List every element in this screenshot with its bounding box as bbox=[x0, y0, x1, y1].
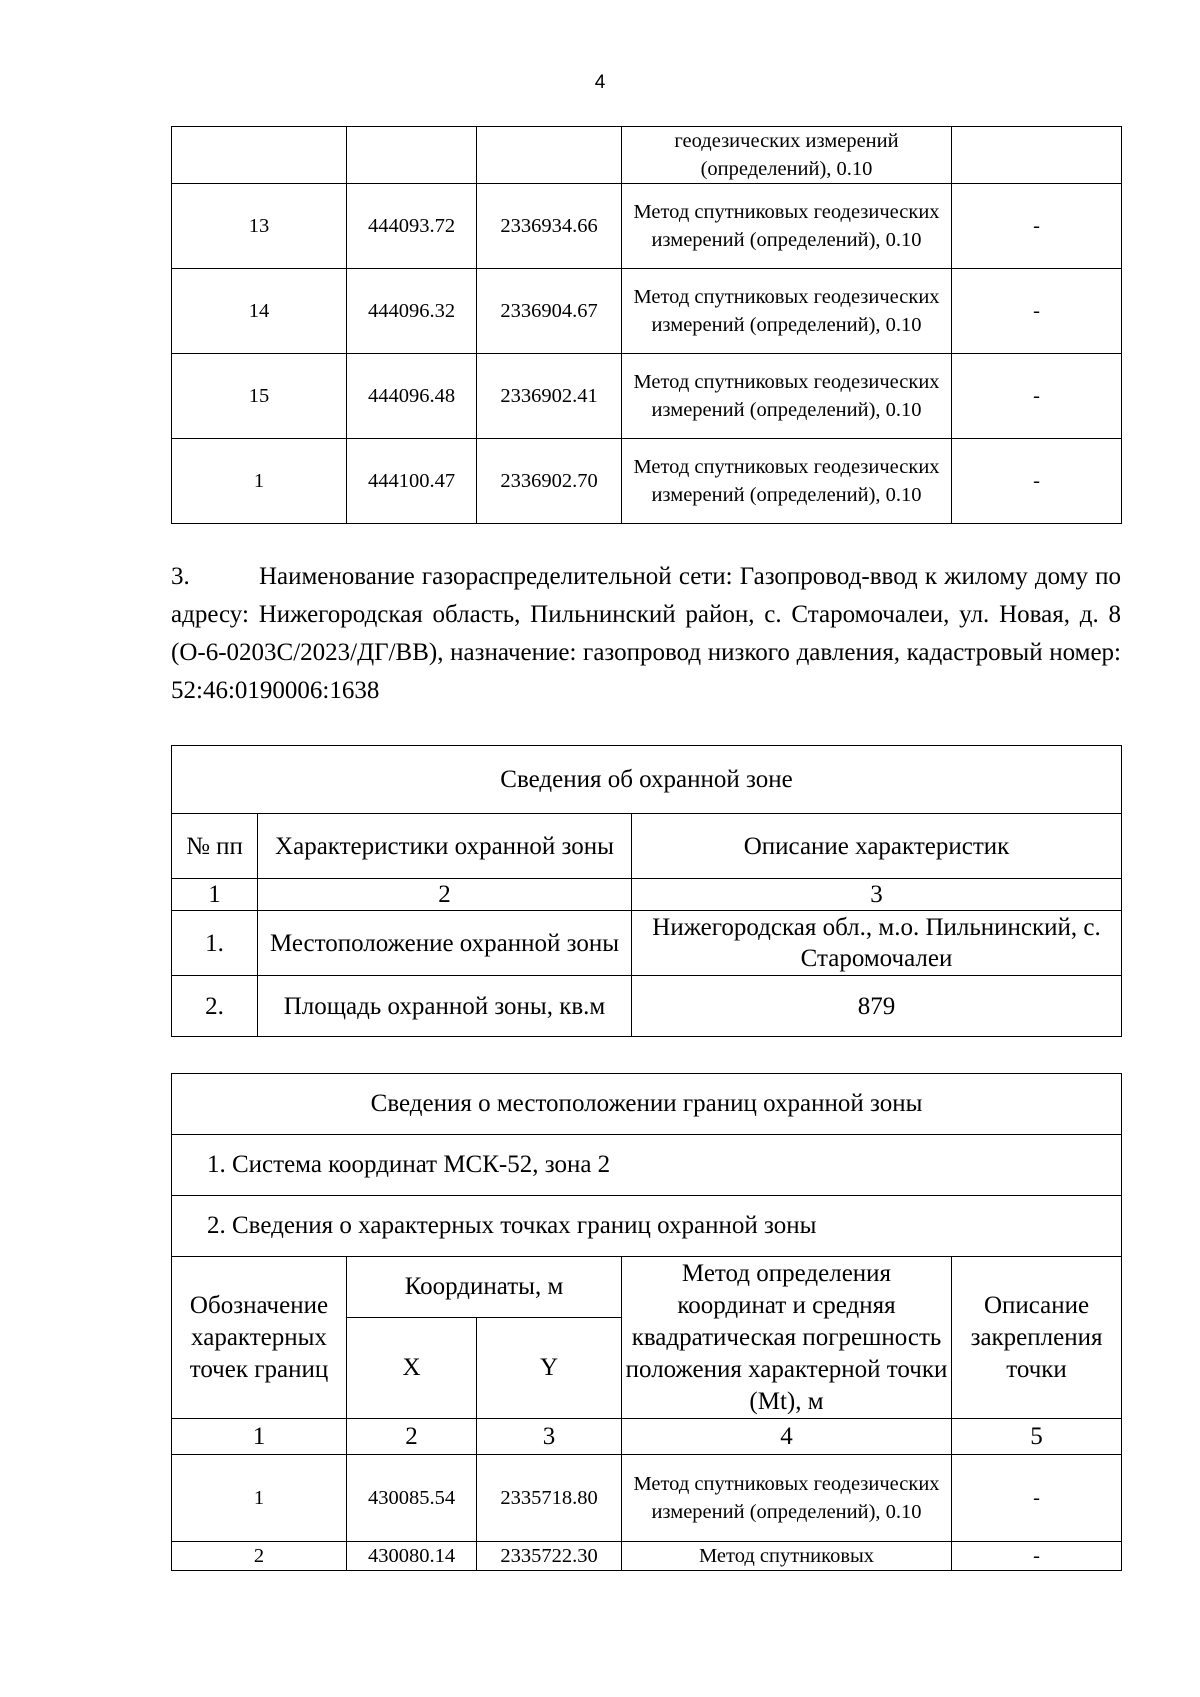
point-desc: - bbox=[952, 1542, 1122, 1571]
point-number: 13 bbox=[172, 184, 347, 269]
coordinates-table-continued bbox=[171, 126, 1122, 524]
column-number: 5 bbox=[952, 1419, 1122, 1455]
point-x: 430085.54 bbox=[347, 1455, 477, 1542]
point-number: 1 bbox=[172, 439, 347, 524]
point-x: 444093.72 bbox=[347, 184, 477, 269]
section-number: 3. bbox=[171, 563, 190, 590]
point-number: 2 bbox=[172, 1542, 347, 1571]
point-x: 430080.14 bbox=[347, 1542, 477, 1571]
point-number: 1 bbox=[172, 1455, 347, 1542]
point-desc: - bbox=[952, 439, 1122, 524]
column-number: 4 bbox=[622, 1419, 952, 1455]
point-y bbox=[477, 127, 622, 184]
point-number: 14 bbox=[172, 269, 347, 354]
table-row bbox=[172, 127, 1122, 184]
point-x: 444096.32 bbox=[347, 269, 477, 354]
header-y: Y bbox=[477, 1318, 622, 1419]
table-title: Сведения о местоположении границ охранной зоны bbox=[172, 1074, 1122, 1135]
header-desc: Описание закрепления точки bbox=[952, 1257, 1122, 1419]
column-number: 2 bbox=[258, 879, 632, 911]
point-y: 2336934.66 bbox=[477, 184, 622, 269]
point-y: 2336902.41 bbox=[477, 354, 622, 439]
table-row bbox=[172, 269, 1122, 354]
coordinate-system: 1. Система координат МСК-52, зона 2 bbox=[172, 1135, 1122, 1196]
header-x: X bbox=[347, 1318, 477, 1419]
point-y: 2335722.30 bbox=[477, 1542, 622, 1571]
table-title: Сведения об охранной зоне bbox=[172, 746, 1122, 814]
page-number: 4 bbox=[594, 72, 606, 93]
point-method: Метод спутниковых геодезических измерений (определений), 0.10 bbox=[622, 354, 952, 439]
column-number: 2 bbox=[347, 1419, 477, 1455]
protected-zone-table bbox=[171, 745, 1122, 1037]
column-number: 3 bbox=[477, 1419, 622, 1455]
point-number bbox=[172, 127, 347, 184]
point-y: 2336904.67 bbox=[477, 269, 622, 354]
row-value: Нижегородская обл., м.о. Пильнинский, с. Старомочалеи bbox=[632, 911, 1122, 976]
row-number: 2. bbox=[172, 976, 258, 1037]
row-number: 1. bbox=[172, 911, 258, 976]
point-x: 444100.47 bbox=[347, 439, 477, 524]
column-number: 1 bbox=[172, 1419, 347, 1455]
section-paragraph bbox=[171, 558, 1121, 710]
point-method: Метод спутниковых геодезических измерений (определений), 0.10 bbox=[622, 184, 952, 269]
table-row bbox=[172, 184, 1122, 269]
point-desc: - bbox=[952, 1455, 1122, 1542]
point-desc: - bbox=[952, 269, 1122, 354]
point-desc: - bbox=[952, 184, 1122, 269]
table-row bbox=[172, 439, 1122, 524]
table-row bbox=[172, 354, 1122, 439]
column-number: 1 bbox=[172, 879, 258, 911]
row-name: Местоположение охранной зоны bbox=[258, 911, 632, 976]
boundary-points-table bbox=[171, 1073, 1122, 1571]
column-number: 3 bbox=[632, 879, 1122, 911]
point-desc bbox=[952, 127, 1122, 184]
point-method: Метод спутниковых геодезических измерений (определений), 0.10 bbox=[622, 439, 952, 524]
point-method: Метод спутниковых геодезических измерений (определений), 0.10 bbox=[622, 269, 952, 354]
point-method: Метод спутниковых bbox=[622, 1542, 952, 1571]
point-x bbox=[347, 127, 477, 184]
header-point: Обозначение характерных точек границ bbox=[172, 1257, 347, 1419]
point-method: Метод спутниковых геодезических измерений (определений), 0.10 bbox=[622, 1455, 952, 1542]
point-method: геодезических измерений (определений), 0.10 bbox=[622, 127, 952, 184]
point-y: 2335718.80 bbox=[477, 1455, 622, 1542]
header-method: Метод определения координат и средняя квадратическая погрешность положения характерной точки (Mt), м bbox=[622, 1257, 952, 1419]
row-name: Площадь охранной зоны, кв.м bbox=[258, 976, 632, 1037]
section-text: Наименование газораспределительной сети: Газопровод-ввод к жилому дому по адресу: Нижегородская область, Пильнинский район, с. Старомочалеи, ул. Новая, д. 8 (О-6-0203С/2023/ДГ/ВВ), назначение: газопровод низкого давления, кадастровый номер: 52:46:0190006:1638 bbox=[171, 563, 1122, 704]
header-cell: Описание характеристик bbox=[632, 814, 1122, 879]
points-subtitle: 2. Сведения о характерных точках границ охранной зоны bbox=[172, 1196, 1122, 1257]
row-value: 879 bbox=[632, 976, 1122, 1037]
point-number: 15 bbox=[172, 354, 347, 439]
header-cell: № пп bbox=[172, 814, 258, 879]
point-y: 2336902.70 bbox=[477, 439, 622, 524]
header-coords: Координаты, м bbox=[347, 1257, 622, 1318]
header-cell: Характеристики охранной зоны bbox=[258, 814, 632, 879]
point-x: 444096.48 bbox=[347, 354, 477, 439]
point-desc: - bbox=[952, 354, 1122, 439]
